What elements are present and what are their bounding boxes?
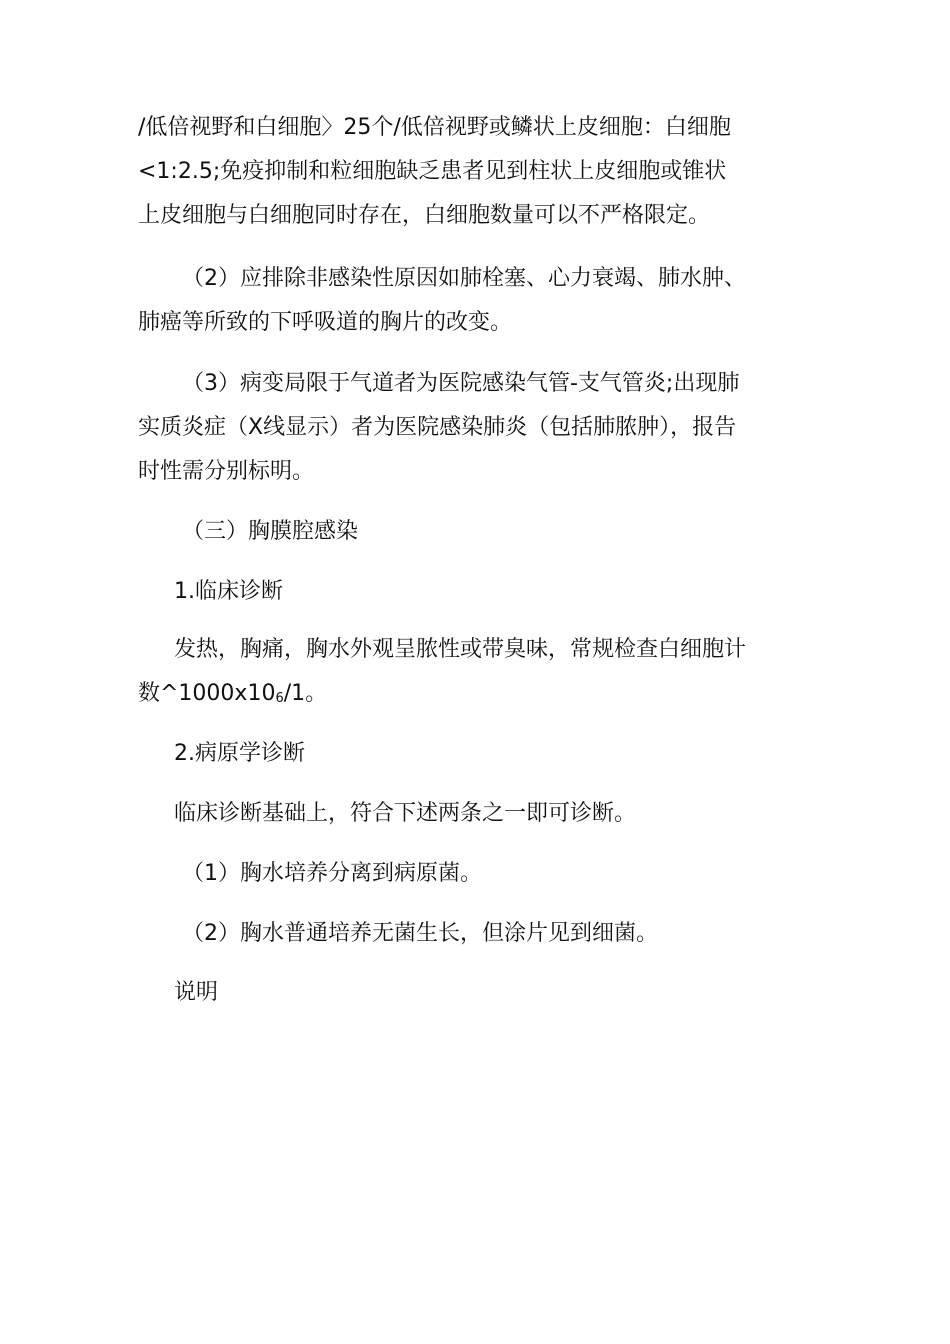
- text-line: 1.临床诊断: [174, 579, 283, 604]
- text-line: 实质炎症（X线显示）者为医院感染肺炎（包括肺脓肿），报告: [138, 415, 737, 440]
- paragraph-item-2-exclusion: [138, 257, 810, 345]
- paragraph-criterion-1: [138, 852, 810, 896]
- paragraph-clinical-findings: [138, 628, 810, 721]
- text-line: 发热，胸痛，胸水外观呈脓性或带臭味，常规检查白细胞计: [174, 637, 747, 662]
- text-line: /低倍视野和白细胞〉25个/低倍视野或鳞状上皮细胞：白细胞: [138, 115, 731, 140]
- text-fragment: 数^1000x10: [138, 681, 276, 706]
- paragraph-item-3-airway: [138, 362, 810, 494]
- text-line: （3）病变局限于气道者为医院感染气管-支气管炎;出现肺: [182, 371, 740, 396]
- text-line: 2.病原学诊断: [174, 741, 305, 766]
- section-heading-pleural-infection: [138, 510, 810, 554]
- paragraph-diagnosis-basis: [138, 792, 810, 836]
- text-line: （1）胸水培养分离到病原菌。: [182, 861, 482, 886]
- text-line: 说明: [174, 980, 219, 1005]
- text-line: （三）胸膜腔感染: [182, 519, 359, 544]
- text-line: （2）胸水普通培养无菌生长，但涂片见到细菌。: [182, 921, 658, 946]
- paragraph-criterion-2: [138, 912, 810, 956]
- text-line: 上皮细胞与白细胞同时存在，白细胞数量可以不严格限定。: [138, 203, 711, 228]
- text-fragment: /1。: [283, 681, 328, 706]
- text-line: 肺癌等所致的下呼吸道的胸片的改变。: [138, 310, 513, 335]
- text-line: 临床诊断基础上，符合下述两条之一即可诊断。: [174, 801, 637, 826]
- subheading-pathogen-diagnosis: [138, 732, 810, 776]
- text-line: <1:2.5;免疫抑制和粒细胞缺乏患者见到柱状上皮细胞或锥状: [138, 159, 727, 184]
- subscript-exponent: 6: [275, 691, 284, 706]
- text-line: 时性需分别标明。: [138, 459, 315, 484]
- text-line: （2）应排除非感染性原因如肺栓塞、心力衰竭、肺水肿、: [182, 266, 746, 291]
- paragraph-sputum-criteria: [138, 106, 810, 238]
- subheading-clinical-diagnosis: [138, 570, 810, 614]
- text-line: [138, 672, 810, 721]
- subheading-notes: [138, 971, 810, 1015]
